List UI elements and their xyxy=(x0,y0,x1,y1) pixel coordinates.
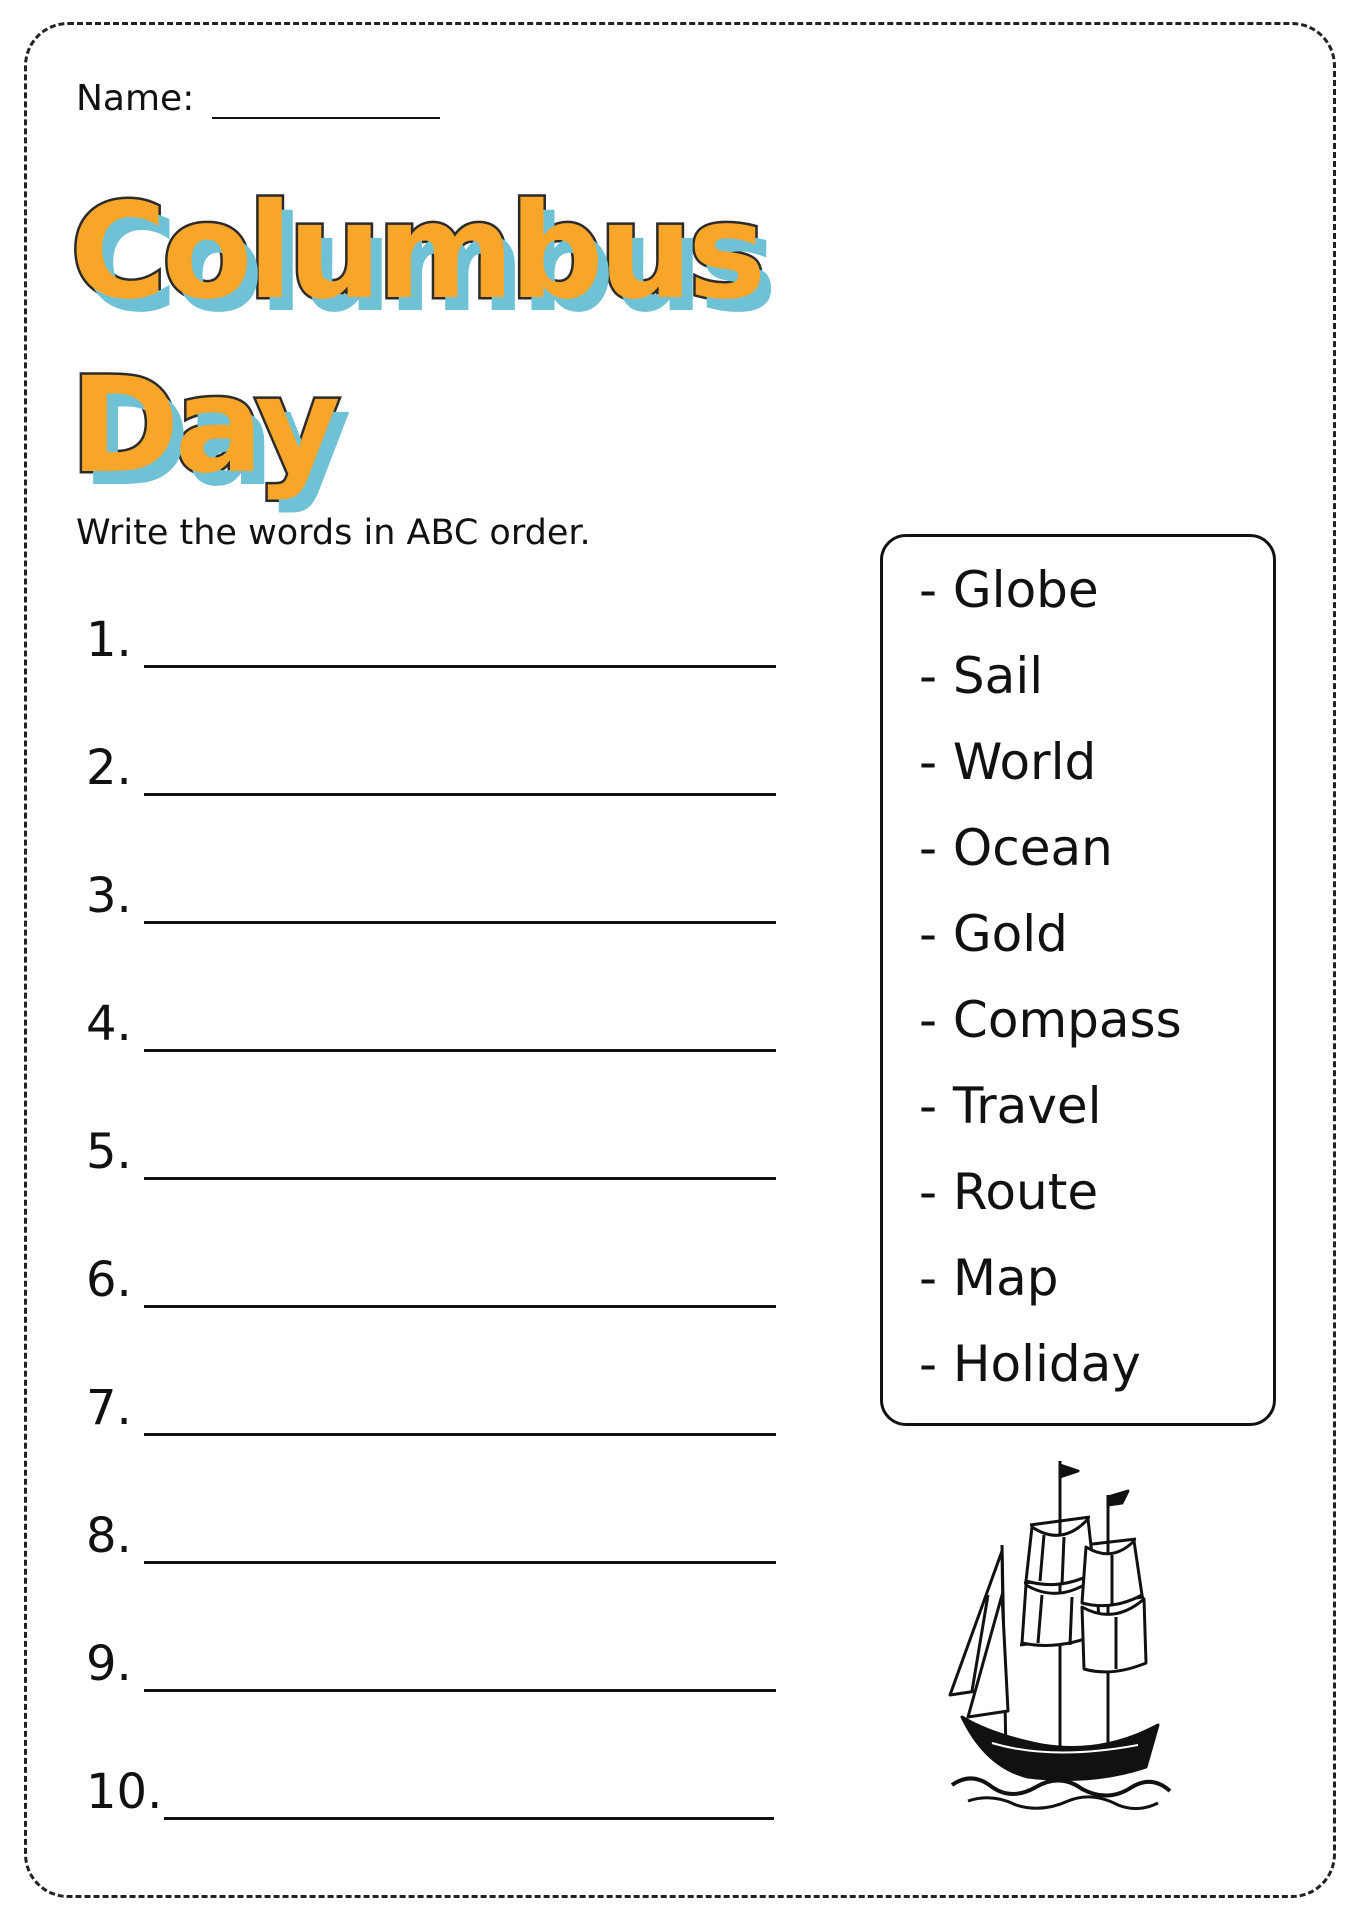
sailing-ship-icon xyxy=(932,1455,1182,1815)
answer-number: 7. xyxy=(86,1380,132,1436)
word-bank-item: - Route xyxy=(919,1163,1099,1221)
answer-row xyxy=(86,982,776,1052)
worksheet-title xyxy=(70,165,761,513)
name-label: Name: xyxy=(76,78,195,119)
word-bank-item: - Ocean xyxy=(919,819,1113,877)
word-bank-item: - Travel xyxy=(919,1077,1102,1135)
answer-row xyxy=(86,1238,776,1308)
answer-blank[interactable] xyxy=(144,993,776,1052)
answer-blank[interactable] xyxy=(144,609,776,668)
answer-row xyxy=(86,854,776,924)
answer-number: 1. xyxy=(86,612,132,668)
instructions: Write the words in ABC order. xyxy=(76,513,591,553)
answer-row xyxy=(86,598,776,668)
answer-number: 4. xyxy=(86,996,132,1052)
answer-row xyxy=(86,1622,776,1692)
name-blank[interactable] xyxy=(212,81,440,119)
word-bank-item: - Sail xyxy=(919,647,1044,705)
name-field xyxy=(76,78,440,119)
answer-row xyxy=(86,1366,776,1436)
answer-blank[interactable] xyxy=(144,1633,776,1692)
title-line-2: Day xyxy=(70,349,336,503)
answer-number: 2. xyxy=(86,740,132,796)
answer-blank[interactable] xyxy=(144,1121,776,1180)
answer-row xyxy=(86,1494,776,1564)
answer-number: 10. xyxy=(86,1764,163,1820)
answer-blank[interactable] xyxy=(164,1761,774,1820)
word-bank-item: - Compass xyxy=(919,991,1182,1049)
answer-row xyxy=(86,726,776,796)
word-bank-item: - Holiday xyxy=(919,1335,1141,1393)
word-bank xyxy=(880,534,1276,1426)
answer-number: 6. xyxy=(86,1252,132,1308)
answer-row xyxy=(86,1750,774,1820)
answer-number: 3. xyxy=(86,868,132,924)
answer-number: 8. xyxy=(86,1508,132,1564)
word-bank-item: - Gold xyxy=(919,905,1068,963)
word-bank-item: - World xyxy=(919,733,1097,791)
answer-row xyxy=(86,1110,776,1180)
answer-number: 9. xyxy=(86,1636,132,1692)
answer-number: 5. xyxy=(86,1124,132,1180)
word-bank-item: - Globe xyxy=(919,561,1099,619)
title-line-1: Columbus xyxy=(70,175,762,329)
answer-blank[interactable] xyxy=(144,737,776,796)
answer-blank[interactable] xyxy=(144,1505,776,1564)
answer-blank[interactable] xyxy=(144,865,776,924)
word-bank-item: - Map xyxy=(919,1249,1059,1307)
answer-blank[interactable] xyxy=(144,1377,776,1436)
answer-blank[interactable] xyxy=(144,1249,776,1308)
